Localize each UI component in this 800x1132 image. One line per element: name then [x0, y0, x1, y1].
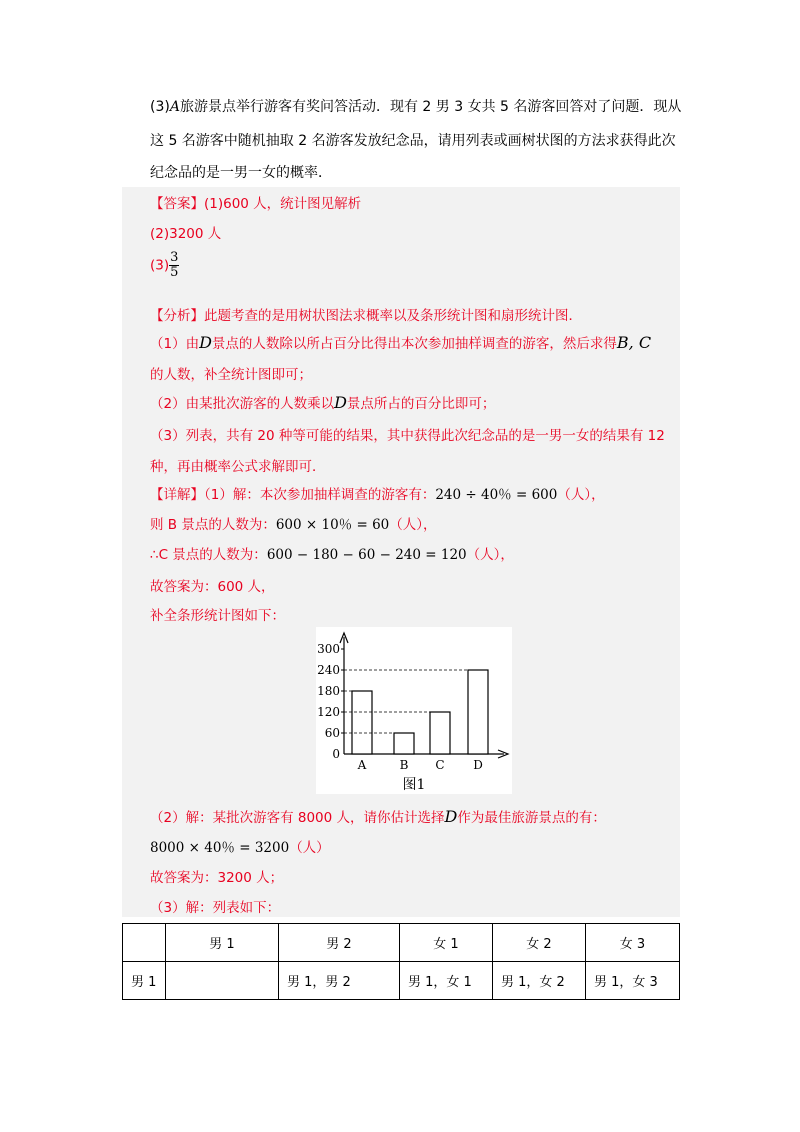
analysis-line-1 — [150, 304, 582, 324]
analysis-p3-a: （3）列表，共有 20 种等可能的结果，其中获得此次纪念品的是一男一女的结果有 12 — [150, 428, 665, 444]
table-cell — [166, 962, 279, 1000]
detail-e1-a: （2）解：某批次游客有 8000 人，请你估计选择 — [150, 810, 445, 826]
detail-d1-math: 240 ÷ 40％ = 600 — [435, 487, 558, 503]
bar-chart-svg — [316, 627, 512, 794]
detail-line-e2 — [150, 836, 330, 856]
detail-d4: 故答案为：600 人， — [150, 579, 275, 595]
var-a: A — [169, 99, 180, 115]
y-tick-label: 120 — [317, 705, 340, 719]
analysis-line-4 — [150, 392, 495, 412]
bar-chart — [316, 627, 512, 794]
analysis-p1-a: （1）由 — [150, 336, 200, 352]
var-d-2: D — [334, 393, 347, 412]
question-line-1 — [150, 96, 681, 116]
detail-e2-unit: （人） — [289, 840, 330, 856]
detail-d3-math: 600 − 180 − 60 − 240 = 120 — [266, 547, 467, 563]
table-cell: 男 1，女 1 — [400, 962, 493, 1000]
table-header-cell: 女 1 — [400, 924, 493, 962]
fraction-numerator: 3 — [170, 250, 179, 265]
bar — [430, 712, 450, 754]
detail-d3-unit: （人）， — [466, 547, 514, 563]
y-tick-label: 60 — [324, 726, 340, 740]
x-tick-label: C — [435, 758, 445, 772]
chart-caption: 图1 — [402, 777, 426, 793]
detail-line-3 — [150, 543, 514, 563]
analysis-intro: 此题考查的是用树状图法求概率以及条形统计图和扇形统计图． — [204, 308, 582, 324]
table-cell: 男 1 — [123, 962, 166, 1000]
detail-e3: 故答案为：3200 人； — [150, 870, 284, 886]
analysis-p2-b: 景点所占的百分比即可； — [346, 396, 496, 412]
analysis-p2-a: （2）由某批次游客的人数乘以 — [150, 396, 335, 412]
detail-line-e1 — [150, 806, 606, 826]
table-header-cell — [123, 924, 166, 962]
table-cell: 男 1，女 2 — [493, 962, 586, 1000]
table-header-cell: 男 1 — [166, 924, 279, 962]
table-header-cell: 女 3 — [586, 924, 680, 962]
question-line-2: 这 5 名游客中随机抽取 2 名游客发放纪念品，请用列表或画树状图的方法求获得此次 — [150, 133, 676, 149]
answer-1: (1)600 人，统计图见解析 — [204, 196, 362, 212]
table-header-cell: 男 2 — [279, 924, 400, 962]
var-bc: B, C — [616, 333, 652, 352]
outcome-table — [122, 923, 680, 1000]
detail-d1-unit: （人）， — [557, 487, 605, 503]
y-tick-label: 0 — [332, 747, 340, 761]
question-line-3: 纪念品的是一男一女的概率． — [150, 165, 332, 181]
detail-d3-a: ∴C 景点的人数为： — [150, 547, 267, 563]
detail-line-2 — [150, 513, 437, 533]
y-tick-label: 240 — [317, 663, 340, 677]
detail-e1-b: 作为最佳旅游景点的有： — [457, 810, 606, 826]
question-part-label: (3) — [150, 99, 170, 115]
question-text-1: 旅游景点举行游客有奖问答活动．现有 2 男 3 女共 5 名游客回答对了问题．现从 — [179, 99, 682, 115]
answer-line-3 — [150, 251, 179, 280]
detail-d2-a: 则 B 景点的人数为： — [150, 517, 276, 533]
x-tick-label: D — [473, 758, 483, 772]
answer-3-fraction — [169, 251, 179, 280]
answer-3-label: (3) — [150, 257, 170, 274]
analysis-label: 【分析】 — [150, 308, 204, 324]
y-tick-label: 180 — [317, 684, 340, 698]
table-cell: 男 1，男 2 — [279, 962, 400, 1000]
detail-d1-a: （1）解：本次参加抽样调查的游客有： — [204, 487, 436, 503]
x-tick-label: B — [399, 758, 409, 772]
detail-d5: 补全条形统计图如下： — [150, 608, 285, 624]
table-row — [123, 962, 680, 1000]
answer-2: (2)3200 人 — [150, 226, 222, 242]
detail-label: 【详解】 — [150, 487, 204, 503]
detail-d2-math: 600 × 10％ = 60 — [275, 517, 390, 533]
var-d-3: D — [444, 807, 458, 826]
table-cell: 男 1，女 3 — [586, 962, 680, 1000]
analysis-p3-b: 种，再由概率公式求解即可． — [150, 459, 326, 475]
detail-d2-unit: （人）， — [389, 517, 437, 533]
analysis-p1-c: 的人数，补全统计图即可； — [150, 367, 312, 383]
y-tick-label: 300 — [317, 642, 340, 656]
detail-f1: （3）解：列表如下： — [150, 900, 281, 916]
bar — [394, 733, 414, 754]
analysis-line-2 — [150, 332, 651, 352]
detail-e2-math: 8000 × 40％ = 3200 — [150, 840, 290, 856]
bar — [468, 670, 488, 754]
x-tick-label: A — [357, 758, 367, 772]
answer-line-1 — [150, 192, 361, 212]
table-header-row — [123, 924, 680, 962]
detail-line-1 — [150, 483, 605, 503]
table-header-cell: 女 2 — [493, 924, 586, 962]
bar — [352, 691, 372, 754]
answer-label: 【答案】 — [150, 196, 204, 212]
analysis-p1-b: 景点的人数除以所占百分比得出本次参加抽样调查的游客，然后求得 — [211, 336, 617, 352]
fraction-denominator: 5 — [170, 265, 179, 280]
var-d: D — [199, 333, 212, 352]
